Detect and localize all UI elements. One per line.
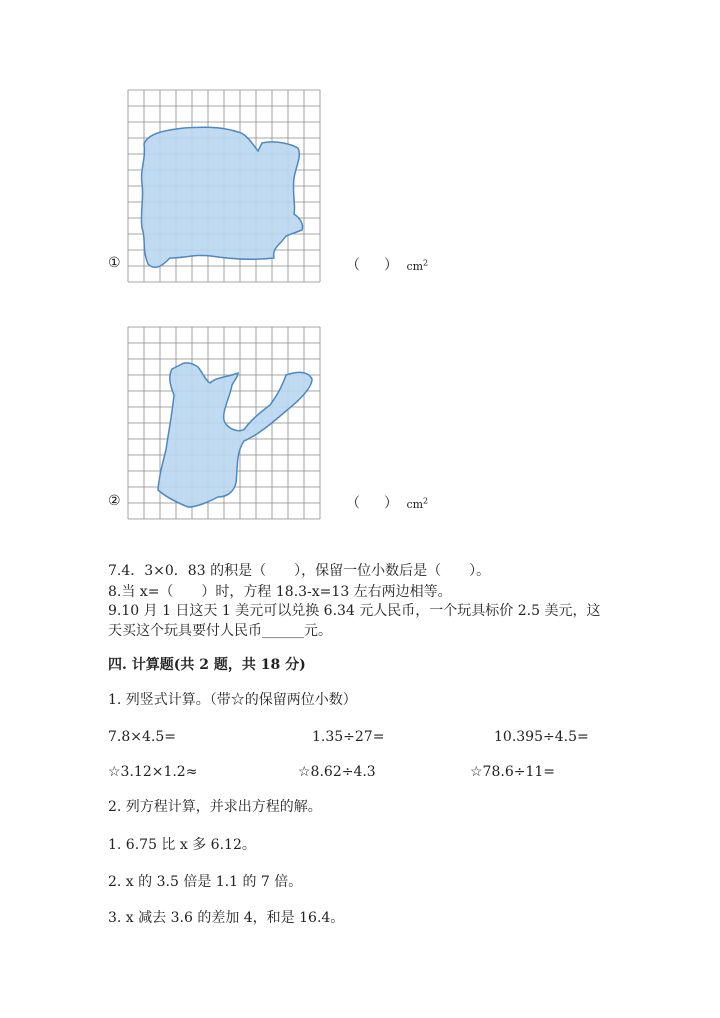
question-8: 8.当 x=（ ）时，方程 18.3-x=13 左右两边相等。 (108, 584, 452, 600)
calc-item: ☆3.12×1.2≈ (108, 764, 198, 780)
figure-1-marker: ① (108, 255, 121, 271)
unit-label: $cm^2$ (406, 258, 429, 273)
answer-paren-close: ） (384, 495, 398, 512)
question-9-line-2: 天买这个玩具要付人民币______元。 (108, 623, 332, 639)
question-7: 7.4．3×0．83 的积是（ ），保留一位小数后是（ ）。 (108, 563, 491, 579)
figure-2-marker: ② (108, 493, 121, 509)
calc-item: ☆78.6÷11= (470, 764, 555, 780)
calc-item: 10.395÷4.5= (494, 729, 589, 745)
calc-item: 1.35÷27= (312, 729, 385, 745)
grid-figure-1 (126, 88, 324, 286)
problem-1-title: 1. 列竖式计算。（带☆的保留两位小数） (108, 692, 357, 708)
figure-1-answer[interactable] (346, 253, 428, 277)
unit-label: $cm^2$ (406, 496, 429, 511)
irregular-shape-1 (141, 127, 302, 267)
equation-1: 1. 6.75 比 x 多 6.12。 (108, 837, 256, 853)
question-9-line-1: 9.10 月 1 日这天 1 美元可以兑换 6.34 元人民币，一个玩具标价 2.5 美元，这 (108, 603, 601, 619)
irregular-shape-2 (158, 363, 312, 507)
answer-paren-close: ） (384, 257, 398, 274)
answer-paren-open: （ (346, 495, 360, 512)
equation-3: 3. x 减去 3.6 的差加 4，和是 16.4。 (108, 910, 345, 926)
calc-item: ☆8.62÷4.3 (298, 764, 376, 780)
problem-2-title: 2. 列方程计算，并求出方程的解。 (108, 799, 322, 815)
section-4-title: 四. 计算题(共 2 题，共 18 分) (108, 657, 306, 673)
figure-2-answer[interactable] (346, 491, 428, 515)
equation-2: 2. x 的 3.5 倍是 1.1 的 7 倍。 (108, 874, 303, 890)
grid-figure-2 (126, 325, 324, 523)
calc-item: 7.8×4.5= (108, 729, 176, 745)
answer-paren-open: （ (346, 257, 360, 274)
